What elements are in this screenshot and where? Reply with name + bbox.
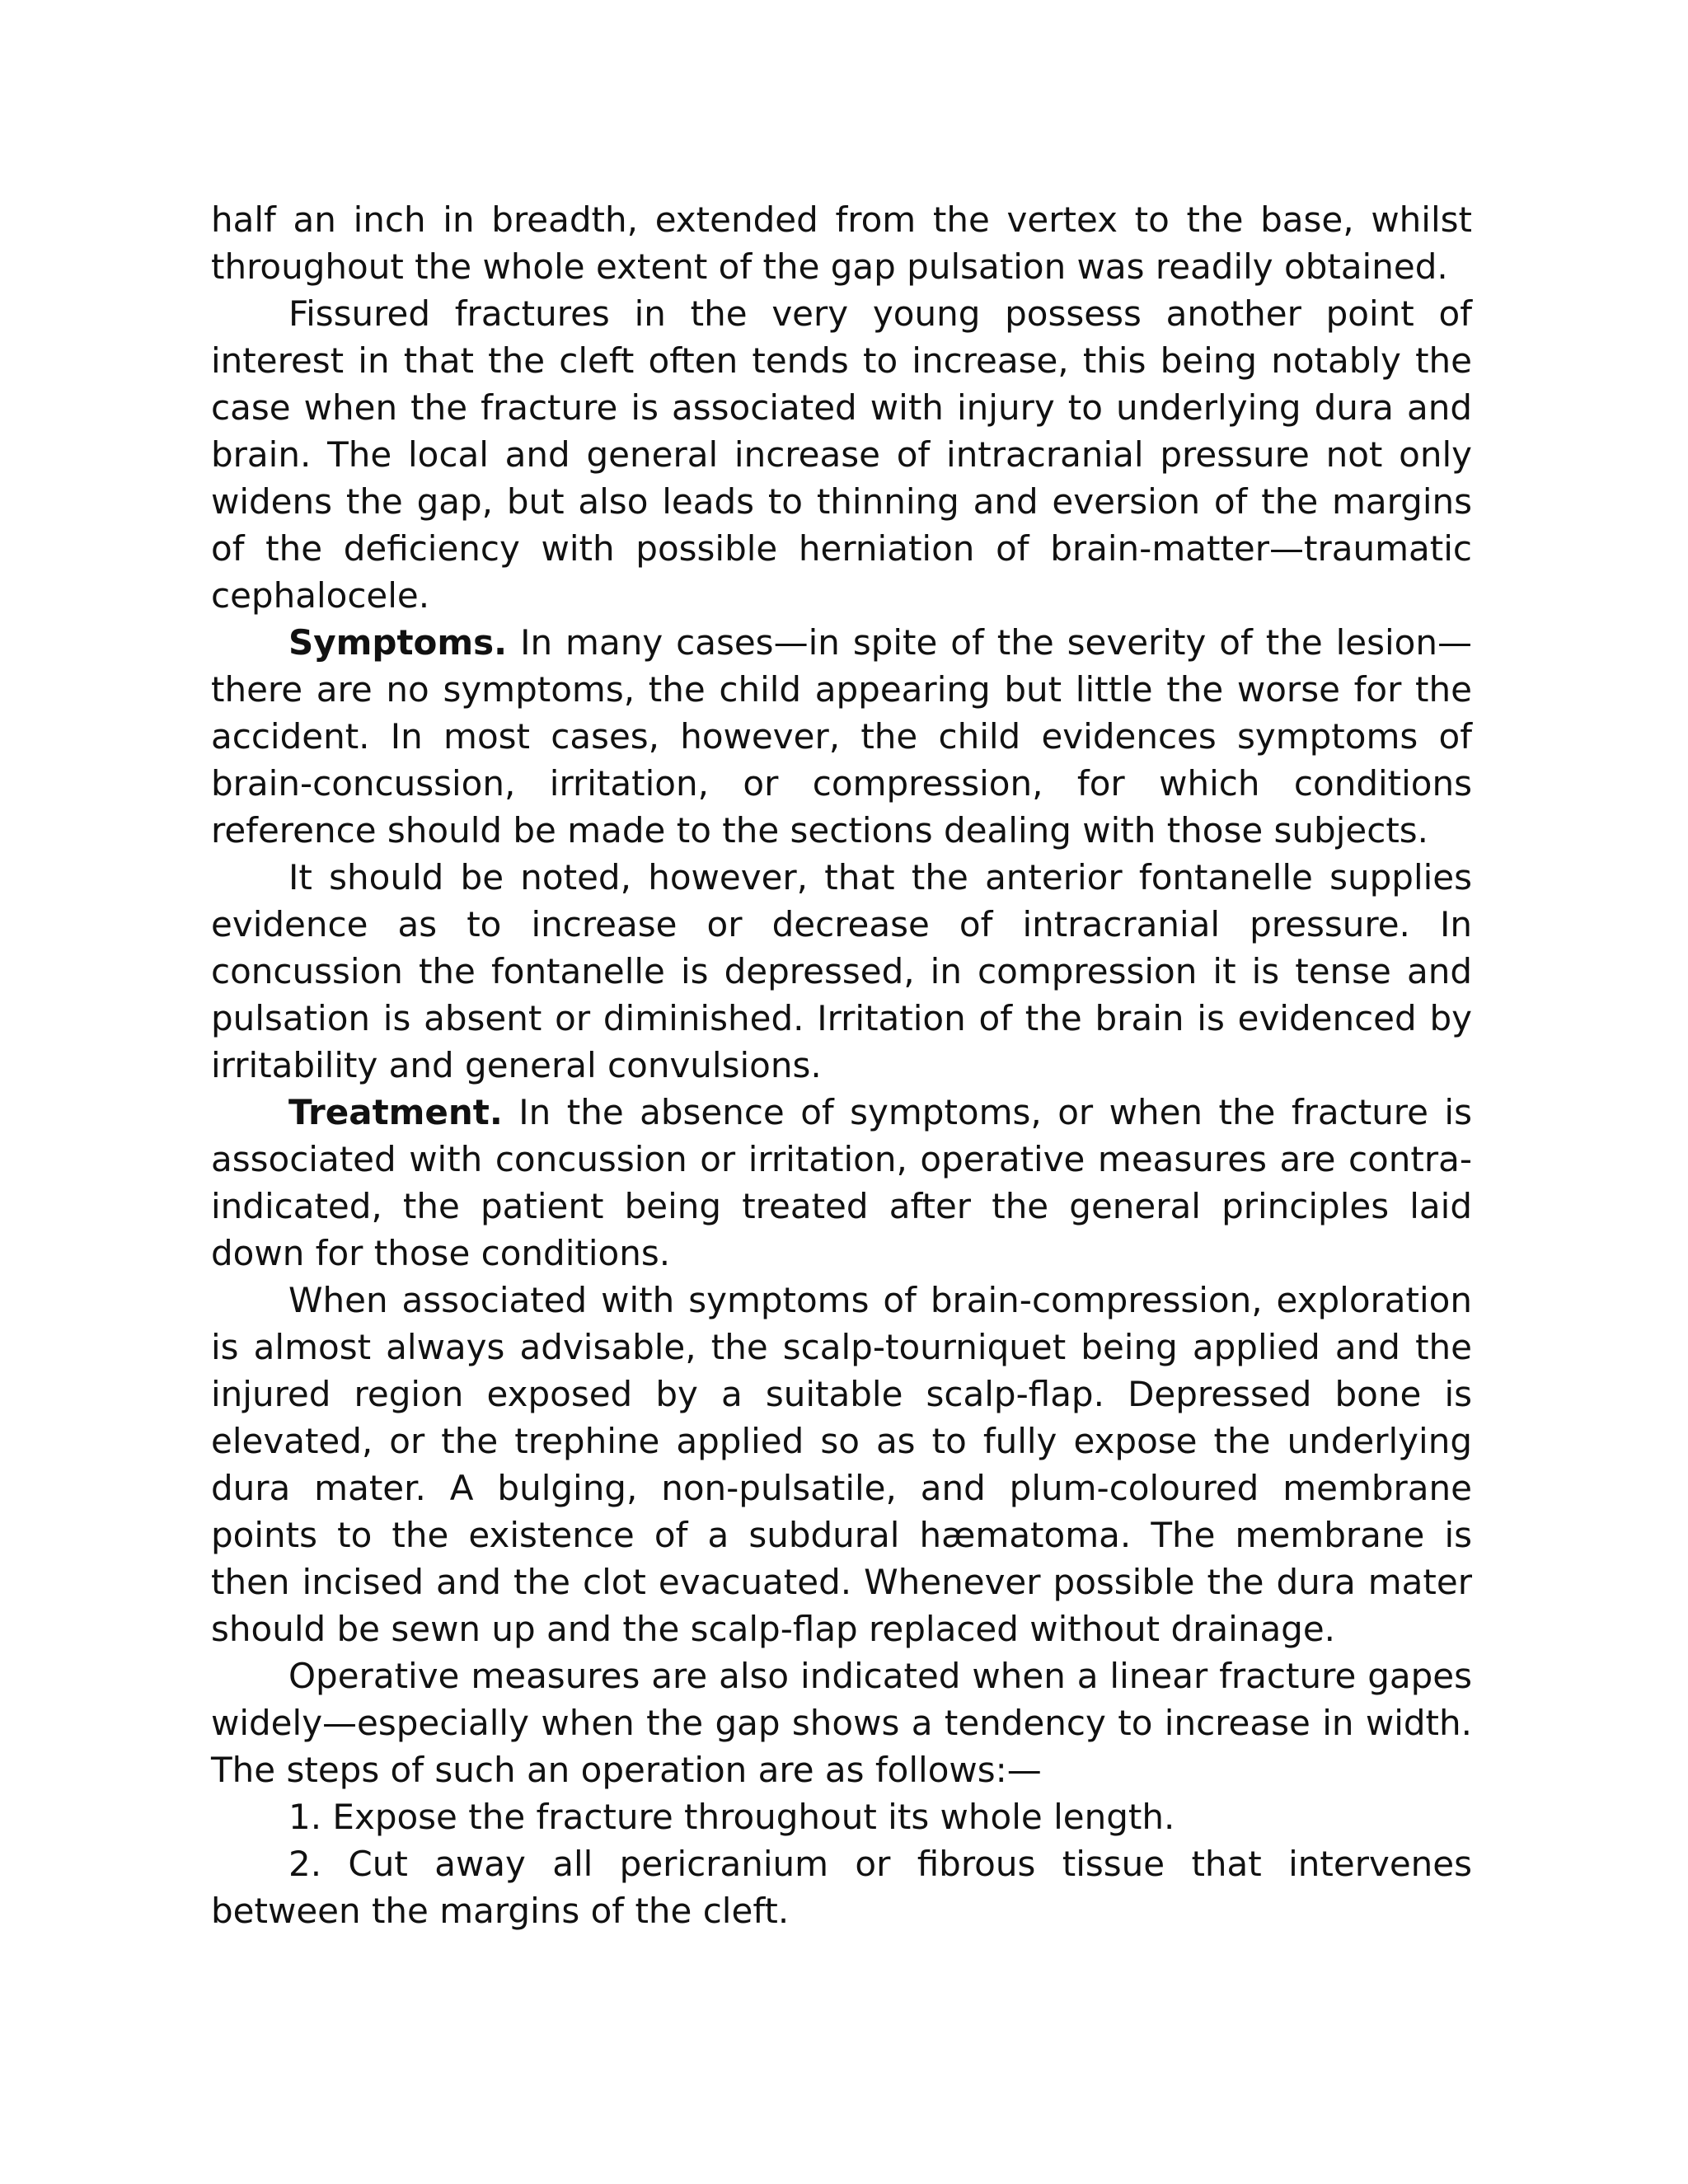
paragraph-fontanelle bbox=[211, 854, 1472, 1089]
list-item-step-1 bbox=[211, 1793, 1472, 1840]
list-item-step-2 bbox=[211, 1840, 1472, 1934]
paragraph-continuation bbox=[211, 196, 1472, 290]
paragraph-text: In the absence of symptoms, or when the fracture is associated with concussion or irritation, operative measures are contra-indicated, the patient being treated after the general principles laid down for those conditions. bbox=[211, 1092, 1472, 1273]
paragraph-text: half an inch in breadth, extended from the vertex to the base, whilst throughout the whole extent of the gap pulsation was readily obtained. bbox=[211, 199, 1472, 287]
paragraph-operative-measures bbox=[211, 1652, 1472, 1793]
section-heading-symptoms: Symptoms. bbox=[288, 622, 508, 663]
paragraph-brain-compression bbox=[211, 1277, 1472, 1652]
paragraph-text: It should be noted, however, that the anterior fontanelle supplies evidence as to increase or decrease of intracranial pressure. In concussion the fontanelle is depressed, in compression it is tense and pulsation is absent or diminished. Irritation of the brain is evidenced by irritability and general convulsions. bbox=[211, 857, 1472, 1085]
paragraph-symptoms bbox=[211, 619, 1472, 854]
paragraph-text: Operative measures are also indicated when a linear fracture gapes widely—especially when the gap shows a tendency to increase in width. The steps of such an operation are as follows:— bbox=[211, 1656, 1472, 1790]
section-heading-treatment: Treatment. bbox=[288, 1092, 503, 1132]
paragraph-treatment bbox=[211, 1089, 1472, 1277]
paragraph-fissured-fractures bbox=[211, 290, 1472, 619]
paragraph-text: 1. Expose the fracture throughout its whole length. bbox=[288, 1797, 1175, 1837]
paragraph-text: In many cases—in spite of the severity of the lesion—there are no symptoms, the child appearing but little the worse for the accident. In most cases, however, the child evidences symptoms of brain-concussion, irritation, or compression, for which conditions reference should be made to the sections dealing with those subjects. bbox=[211, 622, 1472, 851]
document-page bbox=[211, 196, 1472, 1934]
paragraph-text: 2. Cut away all pericranium or fibrous tissue that intervenes between the margins of the cleft. bbox=[211, 1844, 1472, 1931]
paragraph-text: When associated with symptoms of brain-compression, exploration is almost always advisable, the scalp-tourniquet being applied and the injured region exposed by a suitable scalp-flap. Depressed bone is elevated, or the trephine applied so as to fully expose the underlying dura mater. A bulging, non-pulsatile, and plum-coloured membrane points to the existence of a subdural hæmatoma. The membrane is then incised and the clot evacuated. Whenever possible the dura mater should be sewn up and the scalp-flap replaced without drainage. bbox=[211, 1280, 1472, 1649]
paragraph-text: Fissured fractures in the very young possess another point of interest in that the cleft often tends to increase, this being notably the case when the fracture is associated with injury to underlying dura and brain. The local and general increase of intracranial pressure not only widens the gap, but also leads to thinning and eversion of the margins of the deficiency with possible herniation of brain-matter—traumatic cephalocele. bbox=[211, 293, 1472, 616]
